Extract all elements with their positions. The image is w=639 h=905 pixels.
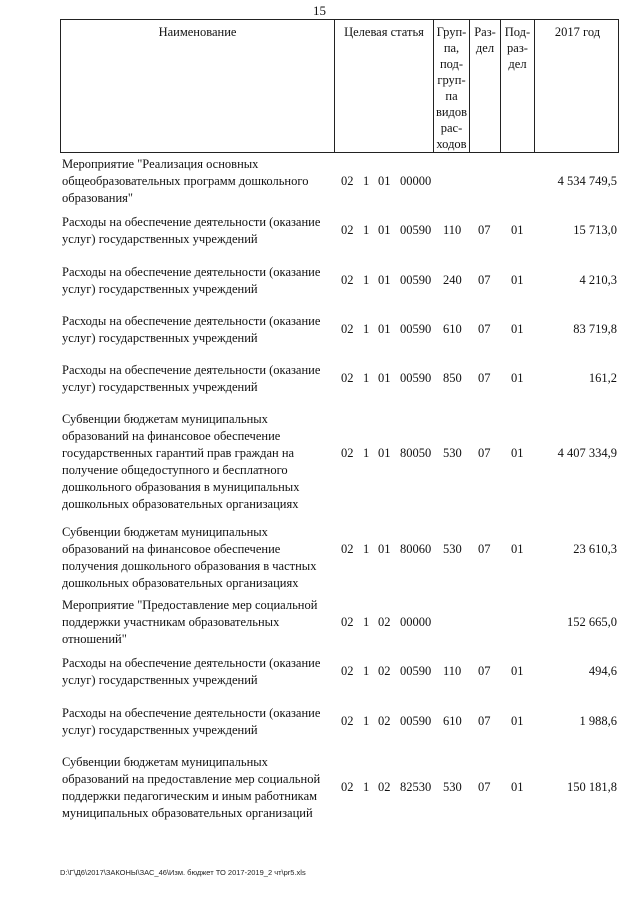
table-row [60, 156, 619, 207]
row-sub: 01 [511, 446, 524, 460]
row-t3: 02 [378, 714, 391, 728]
row-name: Субвенции бюджетам муниципальных образований на финансовое обеспечение государственных гарантий прав граждан на получение общедоступного и бесплатного дошкольного образования в муниципальных дошкольных образовательных организациях [62, 412, 300, 511]
row-t1: 02 [341, 615, 354, 629]
table-row [60, 655, 619, 689]
table-row [60, 214, 619, 248]
row-grp: 610 [443, 322, 462, 336]
row-t2: 1 [363, 780, 370, 794]
row-t2: 1 [363, 446, 370, 460]
table-row [60, 705, 619, 739]
header-expense-group: Груп- па, под- груп- па видов рас- ходов [433, 20, 469, 152]
row-t3: 01 [378, 223, 391, 237]
row-t3: 02 [378, 780, 391, 794]
row-name: Расходы на обеспечение деятельности (оказание услуг) государственных учреждений [62, 656, 321, 687]
table-row [60, 597, 619, 648]
row-grp: 110 [443, 223, 462, 237]
row-t1: 02 [341, 446, 354, 460]
row-t2: 1 [363, 615, 370, 629]
row-t1: 02 [341, 223, 354, 237]
row-t1: 02 [341, 714, 354, 728]
row-name: Мероприятие "Предоставление мер социальной поддержки участникам образовательных отношений" [62, 598, 318, 646]
row-grp: 850 [443, 371, 462, 385]
row-sub: 01 [511, 714, 524, 728]
footer-file-path: D:\Г\Д6\2017\ЗАКОНЫ\ЗАС_46\Изм. бюджет ТО 2017-2019_2 чт\pr5.xls [60, 868, 306, 877]
row-t2: 1 [363, 664, 370, 678]
row-sec: 07 [478, 322, 491, 336]
row-t3: 01 [378, 322, 391, 336]
row-grp: 530 [443, 446, 462, 460]
row-t3: 01 [378, 174, 391, 188]
row-amount: 494,6 [588, 664, 617, 678]
row-name: Субвенции бюджетам муниципальных образований на предоставление мер социальной поддержки педагогическим и иным работникам муниципальных образовательных организаций [62, 755, 321, 820]
row-amount: 152 665,0 [567, 615, 617, 629]
row-grp: 530 [443, 542, 462, 556]
row-amount: 4 407 334,9 [557, 446, 617, 460]
table-header [60, 19, 619, 153]
row-t1: 02 [341, 542, 354, 556]
row-t2: 1 [363, 174, 370, 188]
row-grp: 610 [443, 714, 462, 728]
table-row [60, 754, 619, 822]
row-sec: 07 [478, 371, 491, 385]
row-t3: 01 [378, 371, 391, 385]
table-row [60, 313, 619, 347]
row-t3: 02 [378, 664, 391, 678]
row-sub: 01 [511, 273, 524, 287]
row-t1: 02 [341, 322, 354, 336]
table-row [60, 362, 619, 396]
row-sec: 07 [478, 542, 491, 556]
row-t1: 02 [341, 780, 354, 794]
row-t4: 00590 [400, 273, 432, 287]
row-amount: 1 988,6 [579, 714, 617, 728]
row-sec: 07 [478, 780, 491, 794]
row-t4: 80060 [400, 542, 432, 556]
row-amount: 83 719,8 [573, 322, 617, 336]
table-row [60, 411, 619, 511]
row-t1: 02 [341, 273, 354, 287]
table-row [60, 264, 619, 298]
row-t1: 02 [341, 664, 354, 678]
row-t2: 1 [363, 322, 370, 336]
table-row [60, 524, 619, 590]
row-amount: 161,2 [588, 371, 617, 385]
header-year: 2017 год [534, 20, 620, 152]
row-t4: 00000 [400, 615, 432, 629]
row-t4: 00590 [400, 371, 432, 385]
row-grp: 240 [443, 273, 462, 287]
row-name: Расходы на обеспечение деятельности (оказание услуг) государственных учреждений [62, 215, 321, 246]
row-sec: 07 [478, 446, 491, 460]
row-t2: 1 [363, 714, 370, 728]
row-amount: 23 610,3 [573, 542, 617, 556]
row-t2: 1 [363, 371, 370, 385]
row-t1: 02 [341, 371, 354, 385]
row-name: Расходы на обеспечение деятельности (оказание услуг) государственных учреждений [62, 314, 321, 345]
row-t3: 01 [378, 542, 391, 556]
header-name: Наименование [158, 25, 237, 39]
row-name: Мероприятие "Реализация основных общеобразовательных программ дошкольного образования" [62, 157, 309, 205]
row-sub: 01 [511, 371, 524, 385]
header-subsection: Под- раз- дел [500, 20, 534, 152]
row-t2: 1 [363, 542, 370, 556]
row-sec: 07 [478, 273, 491, 287]
row-amount: 4 210,3 [579, 273, 617, 287]
row-t4: 00590 [400, 223, 432, 237]
header-section: Раз- дел [469, 20, 500, 152]
page-number: 15 [313, 3, 326, 18]
row-grp: 110 [443, 664, 462, 678]
row-t1: 02 [341, 174, 354, 188]
row-sec: 07 [478, 223, 491, 237]
row-sec: 07 [478, 664, 491, 678]
row-sec: 07 [478, 714, 491, 728]
row-sub: 01 [511, 322, 524, 336]
row-t4: 82530 [400, 780, 432, 794]
row-t4: 00590 [400, 714, 432, 728]
row-name: Расходы на обеспечение деятельности (оказание услуг) государственных учреждений [62, 265, 321, 296]
row-sub: 01 [511, 223, 524, 237]
row-t4: 00590 [400, 664, 432, 678]
row-t2: 1 [363, 273, 370, 287]
row-t4: 00590 [400, 322, 432, 336]
row-amount: 15 713,0 [573, 223, 617, 237]
row-sub: 01 [511, 664, 524, 678]
row-name: Субвенции бюджетам муниципальных образований на финансовое обеспечение получения дошкольного образования в частных дошкольных образовательных организациях [62, 525, 317, 590]
row-t3: 01 [378, 446, 391, 460]
row-t3: 02 [378, 615, 391, 629]
row-name: Расходы на обеспечение деятельности (оказание услуг) государственных учреждений [62, 706, 321, 737]
row-amount: 4 534 749,5 [557, 174, 617, 188]
row-t4: 80050 [400, 446, 432, 460]
row-name: Расходы на обеспечение деятельности (оказание услуг) государственных учреждений [62, 363, 321, 394]
row-amount: 150 181,8 [567, 780, 617, 794]
row-t3: 01 [378, 273, 391, 287]
row-t4: 00000 [400, 174, 432, 188]
row-grp: 530 [443, 780, 462, 794]
row-t2: 1 [363, 223, 370, 237]
row-sub: 01 [511, 542, 524, 556]
row-sub: 01 [511, 780, 524, 794]
header-target-article: Целевая статья [334, 20, 433, 152]
